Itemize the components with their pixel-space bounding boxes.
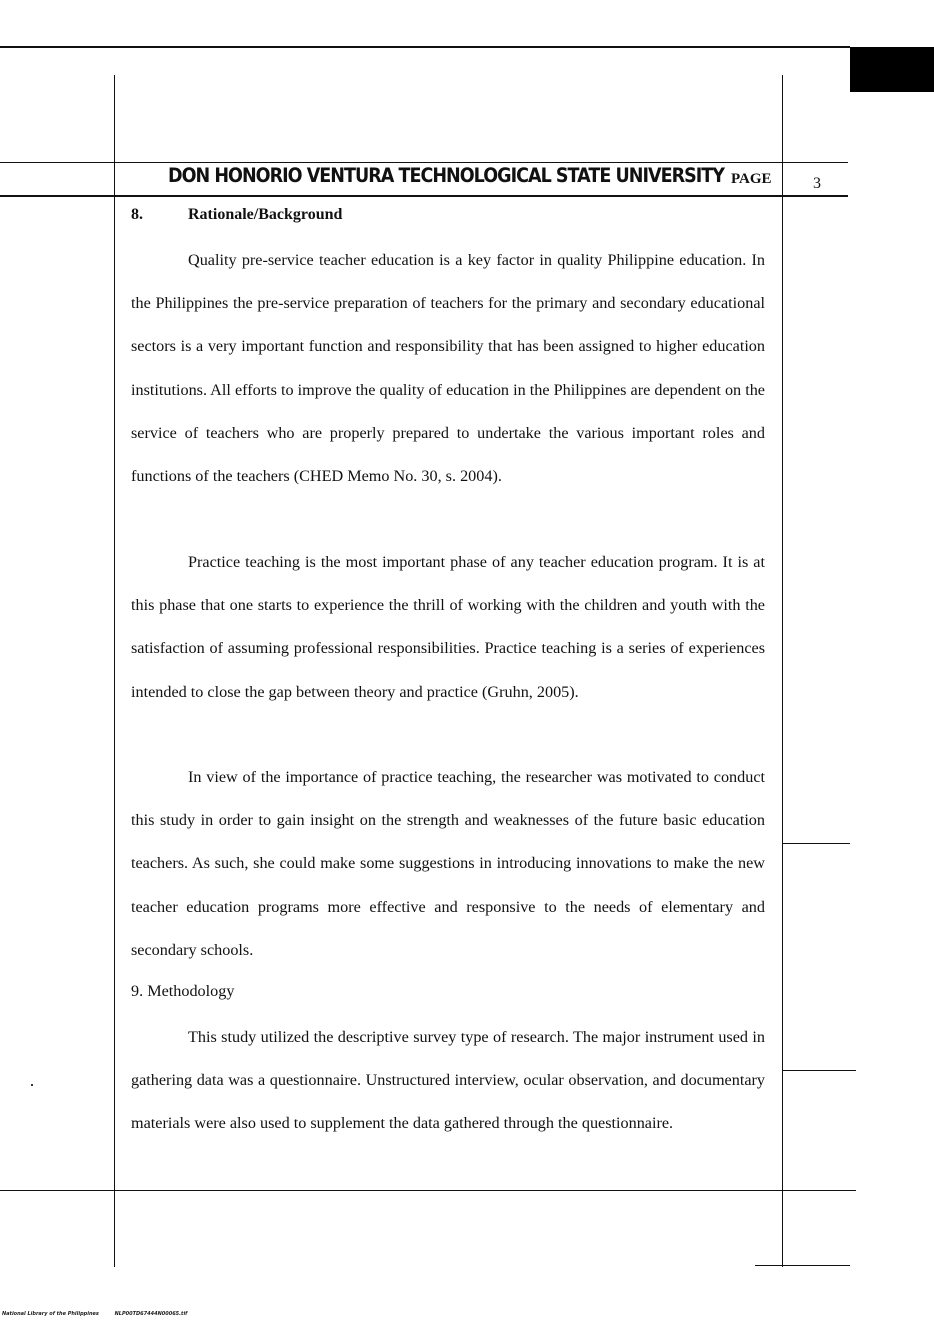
header-bottom-rule — [0, 195, 848, 197]
left-margin-rule — [114, 75, 115, 1267]
scan-speck — [31, 1084, 33, 1086]
right-margin-tick-1 — [782, 843, 850, 844]
section-8-number: 8. — [131, 206, 143, 223]
scan-footer — [2, 1311, 187, 1317]
methodology-heading: 9. Methodology — [131, 982, 235, 1000]
right-margin-tick-2 — [782, 1070, 856, 1071]
header-top-rule — [0, 162, 848, 163]
rationale-paragraph-2: Practice teaching is the most important phase of any teacher education program. It is at this phase that one starts to experience the thrill of working with the children and youth with the satisfaction of assuming professional responsibilities. Practice teaching is a series of experiences intended to close the gap between theory and practice (Gruhn, 2005). — [131, 553, 765, 701]
footer-file-id: NLP00TD67444N00065.tif — [114, 1311, 188, 1317]
rationale-paragraph-3: In view of the importance of practice teaching, the researcher was motivated to conduct this study in order to gain insight on the strength and weaknesses of the future basic education teachers. As such, she could make some suggestions in introducing innovations to make the new teacher education programs more effective and responsive to the needs of elementary and secondary schools. — [131, 768, 765, 959]
right-margin-rule — [782, 75, 783, 1267]
corner-rule — [755, 1265, 850, 1266]
bottom-rule — [0, 1190, 856, 1191]
section-8-title: Rationale/Background — [188, 206, 343, 223]
rationale-paragraph-1: Quality pre-service teacher education is a key factor in quality Philippine education. In the Philippines the pre-service preparation of teachers for the primary and secondary educational sectors is a very important function and responsibility that has been assigned to higher education institutions. All efforts to improve the quality of education in the Philippines are dependent on the service of teachers who are properly prepared to undertake the various important roles and functions of the teachers (CHED Memo No. 30, s. 2004). — [131, 251, 765, 486]
university-header-title: DON HONORIO VENTURA TECHNOLOGICAL STATE UNIVERSITY — [168, 164, 725, 187]
methodology-paragraph: This study utilized the descriptive survey type of research. The major instrument used in gathering data was a questionnaire. Unstructured interview, ocular observation, and documentary materials were also used to supplement the data gathered through the questionnaire. — [131, 1028, 765, 1133]
footer-library: National Library of the Philippines — [2, 1311, 99, 1317]
top-scan-edge — [0, 46, 850, 48]
page-number: 3 — [813, 175, 821, 192]
page-label: PAGE — [731, 171, 772, 187]
scan-black-block — [850, 47, 934, 92]
